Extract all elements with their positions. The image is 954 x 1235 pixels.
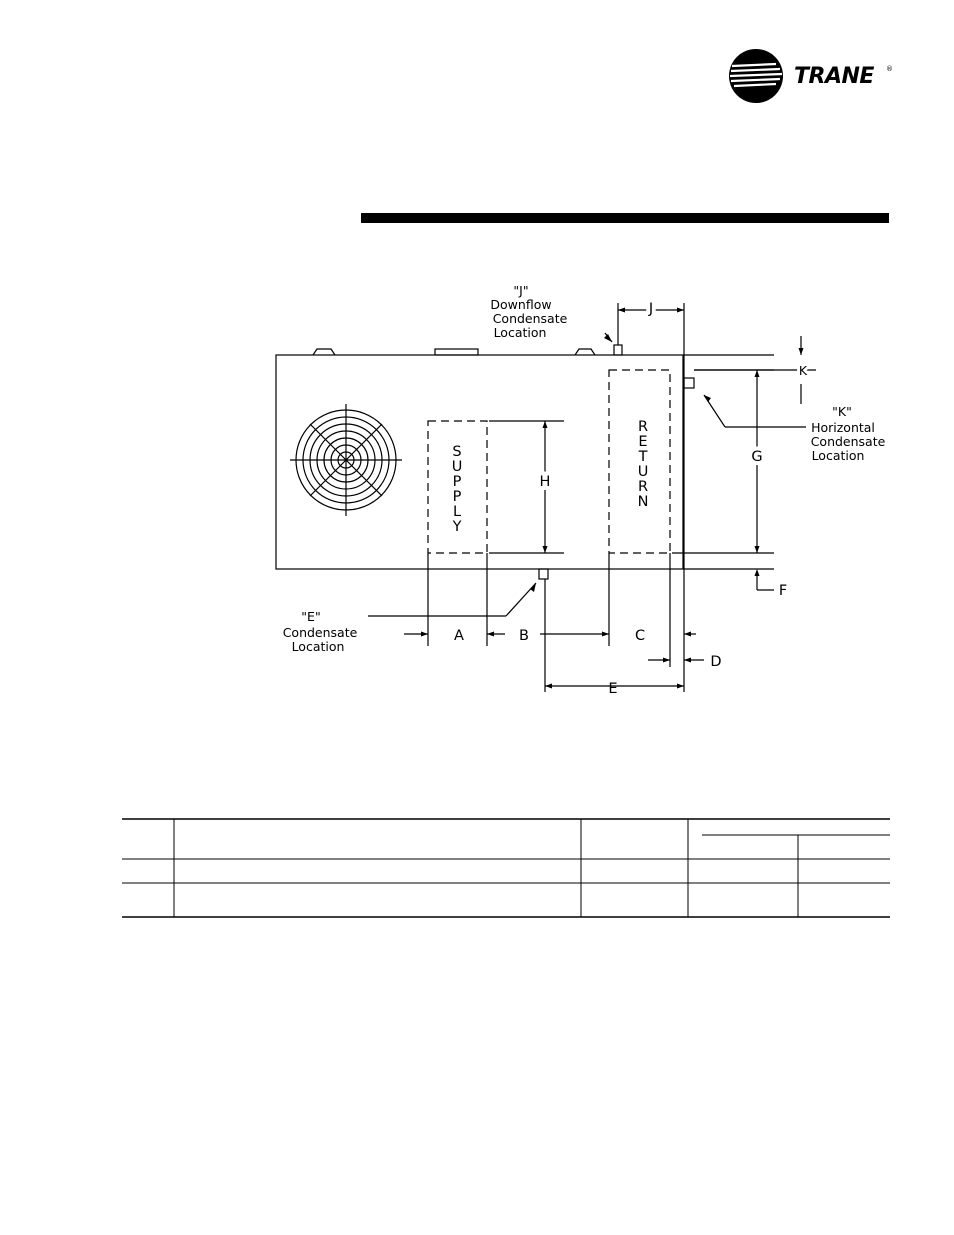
fan-grille-icon xyxy=(290,404,402,516)
dimension-b-label: B xyxy=(519,628,529,644)
top-tab-middle xyxy=(435,349,478,355)
dimension-c-label: C xyxy=(634,628,646,644)
dimension-g-label: G xyxy=(751,449,763,465)
trane-logo-emblem-icon xyxy=(729,49,783,103)
spec-table xyxy=(122,818,890,920)
e-callout-line2: Location xyxy=(291,639,345,654)
e-callout-line1: Condensate xyxy=(282,625,358,640)
dimension-f-label: F xyxy=(778,583,788,599)
svg-text:R: R xyxy=(637,419,649,435)
j-callout-tag: "J" xyxy=(513,283,529,298)
dimension-a-label: A xyxy=(454,628,464,644)
j-callout-line2: Condensate xyxy=(492,311,568,326)
unit-outline xyxy=(276,355,683,569)
j-callout-line3: Location xyxy=(493,325,547,340)
registered-mark: ® xyxy=(886,65,893,73)
return-label xyxy=(638,419,649,510)
dimension-j-label: J xyxy=(648,301,654,317)
svg-text:P: P xyxy=(452,489,462,505)
svg-text:P: P xyxy=(452,474,462,490)
dimension-d-label: D xyxy=(710,654,722,670)
svg-text:N: N xyxy=(637,494,649,510)
supply-label xyxy=(452,444,463,535)
brand-wordmark: TRANE xyxy=(794,64,874,89)
svg-text:Y: Y xyxy=(452,519,462,535)
j-callout-line1: Downflow xyxy=(490,297,552,312)
k-callout-tag: "K" xyxy=(832,404,852,419)
trane-logo xyxy=(726,45,896,107)
k-callout-line3: Location xyxy=(811,448,865,463)
k-callout-line1: Horizontal xyxy=(811,420,875,435)
svg-text:R: R xyxy=(637,479,649,495)
horizontal-condensate-stub xyxy=(684,378,694,388)
svg-text:S: S xyxy=(452,444,462,460)
svg-text:T: T xyxy=(638,449,648,465)
top-tab-right xyxy=(575,349,595,355)
downflow-condensate-stub xyxy=(614,345,622,355)
dimension-e-label: E xyxy=(608,681,618,697)
dimension-h-label: H xyxy=(539,474,551,490)
top-tab-left xyxy=(313,349,335,355)
svg-text:E: E xyxy=(638,434,648,450)
unit-dimension-diagram xyxy=(0,270,954,710)
dimension-k-label: K xyxy=(798,363,808,378)
condensate-e-stub xyxy=(539,569,548,579)
e-callout-tag: "E" xyxy=(301,609,321,624)
svg-text:U: U xyxy=(637,464,649,480)
header-rule xyxy=(361,213,889,223)
k-callout-line2: Condensate xyxy=(810,434,886,449)
svg-text:U: U xyxy=(451,459,463,475)
svg-text:L: L xyxy=(452,504,462,520)
